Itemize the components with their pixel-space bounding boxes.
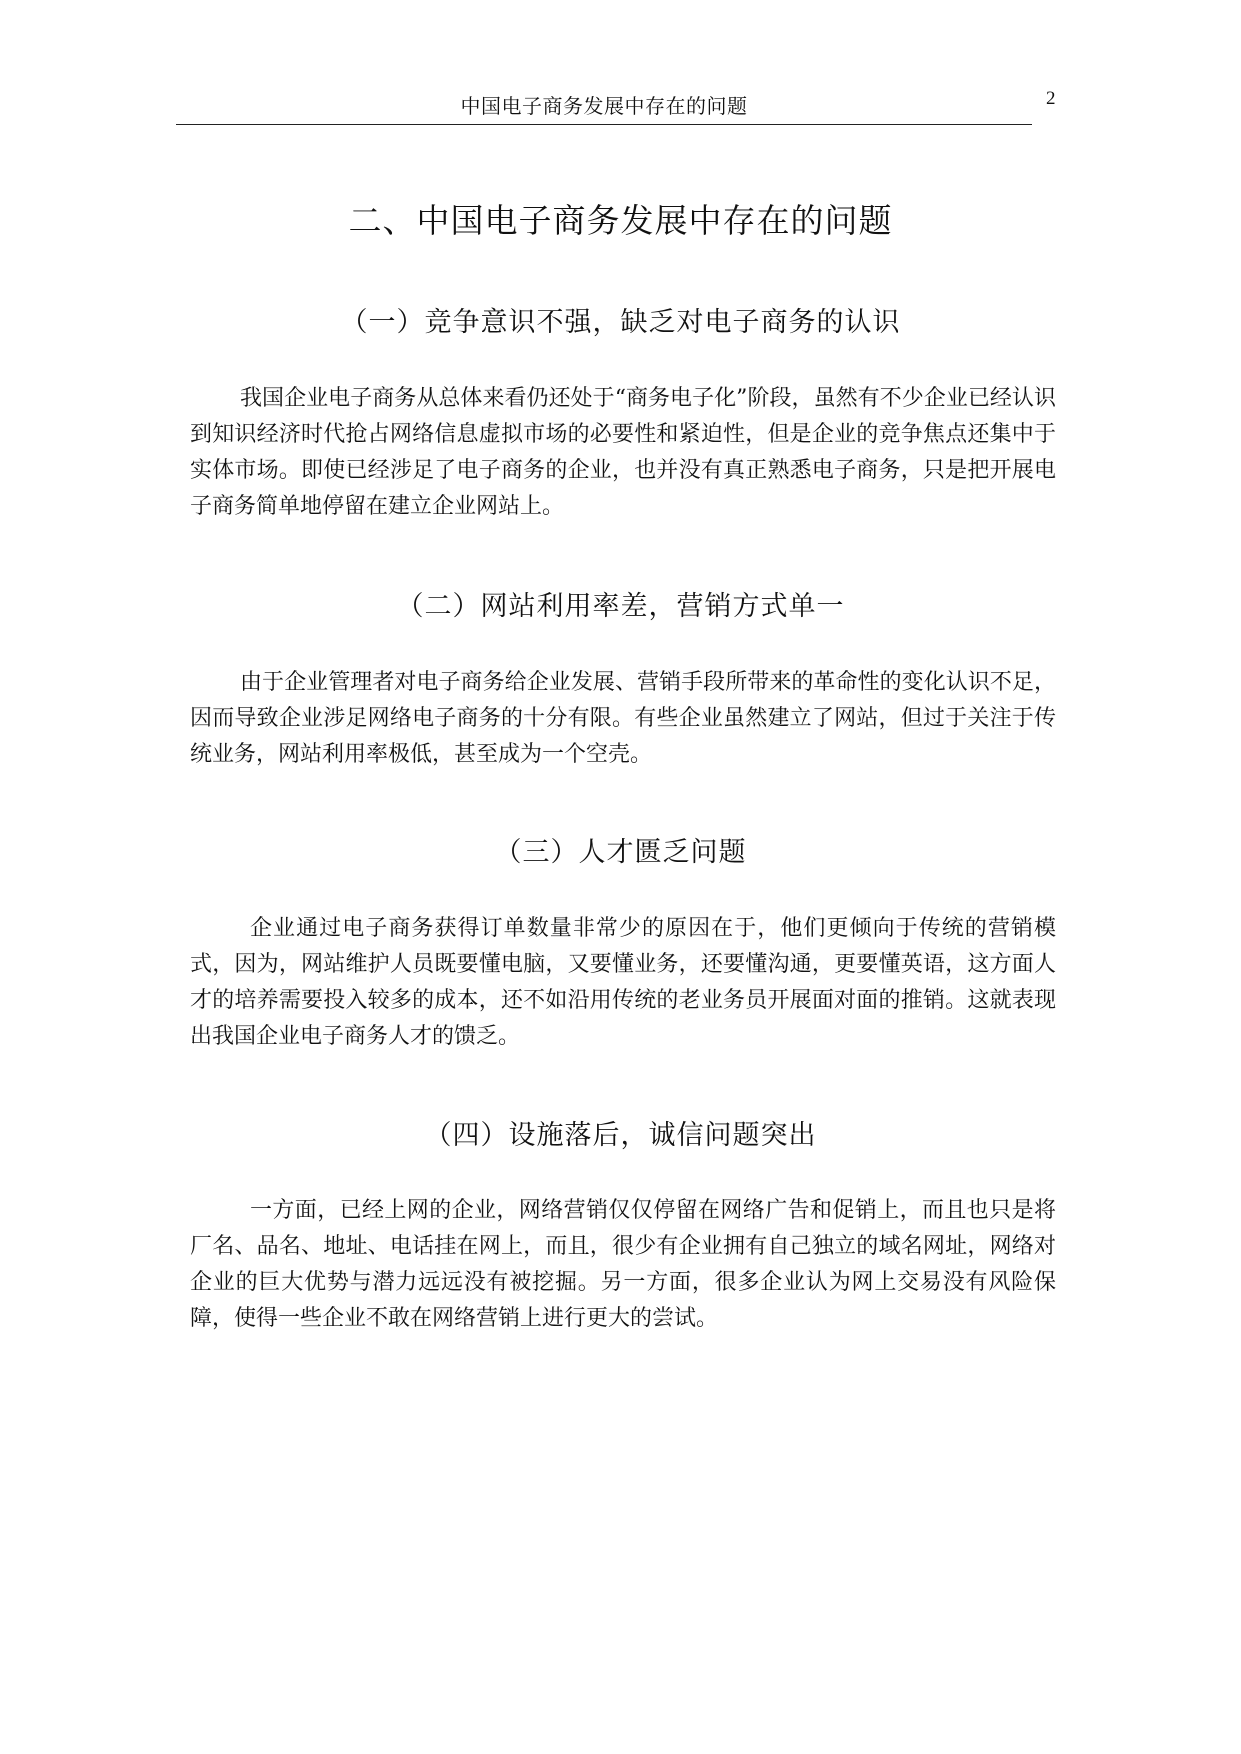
section-heading-4: （四）设施落后，诚信问题突出 [424, 1120, 817, 1151]
section-paragraph-4: 一方面，已经上网的企业，网络营销仅仅停留在网络广告和促销上，而且也只是将厂名、品名、地址、电话挂在网上，而且，很少有企业拥有自己独立的域名网址，网络对企业的巨大优势与潜力远远没有被挖掘。另一方面，很多企业认为网上交易没有风险保障，使得一些企业不敢在网络营销上进行更大的尝试。 [190, 1198, 1056, 1331]
section-heading-3: （三）人才匮乏问题 [494, 837, 747, 868]
page-number: 2 [1046, 88, 1056, 109]
running-header [176, 88, 1032, 125]
running-title: 中国电子商务发展中存在的问题 [460, 94, 748, 118]
section-paragraph-2: 由于企业管理者对电子商务给企业发展、营销手段所带来的革命性的变化认识不足，因而导致企业涉足网络电子商务的十分有限。有些企业虽然建立了网站，但过于关注于传统业务，网站利用率极低，甚至成为一个空壳。 [190, 670, 1056, 767]
section-heading-2: （二）网站利用率差，营销方式单一 [396, 591, 845, 622]
chapter-title: 二、中国电子商务发展中存在的问题 [348, 201, 893, 240]
section-paragraph-3: 企业通过电子商务获得订单数量非常少的原因在于，他们更倾向于传统的营销模式，因为，网站维护人员既要懂电脑，又要懂业务，还要懂沟通，更要懂英语，这方面人才的培养需要投入较多的成本，还不如沿用传统的老业务员开展面对面的推销。这就表现出我国企业电子商务人才的馈乏。 [190, 916, 1056, 1049]
section-paragraph-1: 我国企业电子商务从总体来看仍还处于“商务电子化”阶段，虽然有不少企业已经认识到知识经济时代抢占网络信息虚拟市场的必要性和紧迫性，但是企业的竞争焦点还集中于实体市场。即使已经涉足了电子商务的企业，也并没有真正熟悉电子商务，只是把开展电子商务简单地停留在建立企业网站上。 [190, 386, 1056, 519]
section-heading-1: （一）竞争意识不强，缺乏对电子商务的认识 [340, 307, 901, 338]
